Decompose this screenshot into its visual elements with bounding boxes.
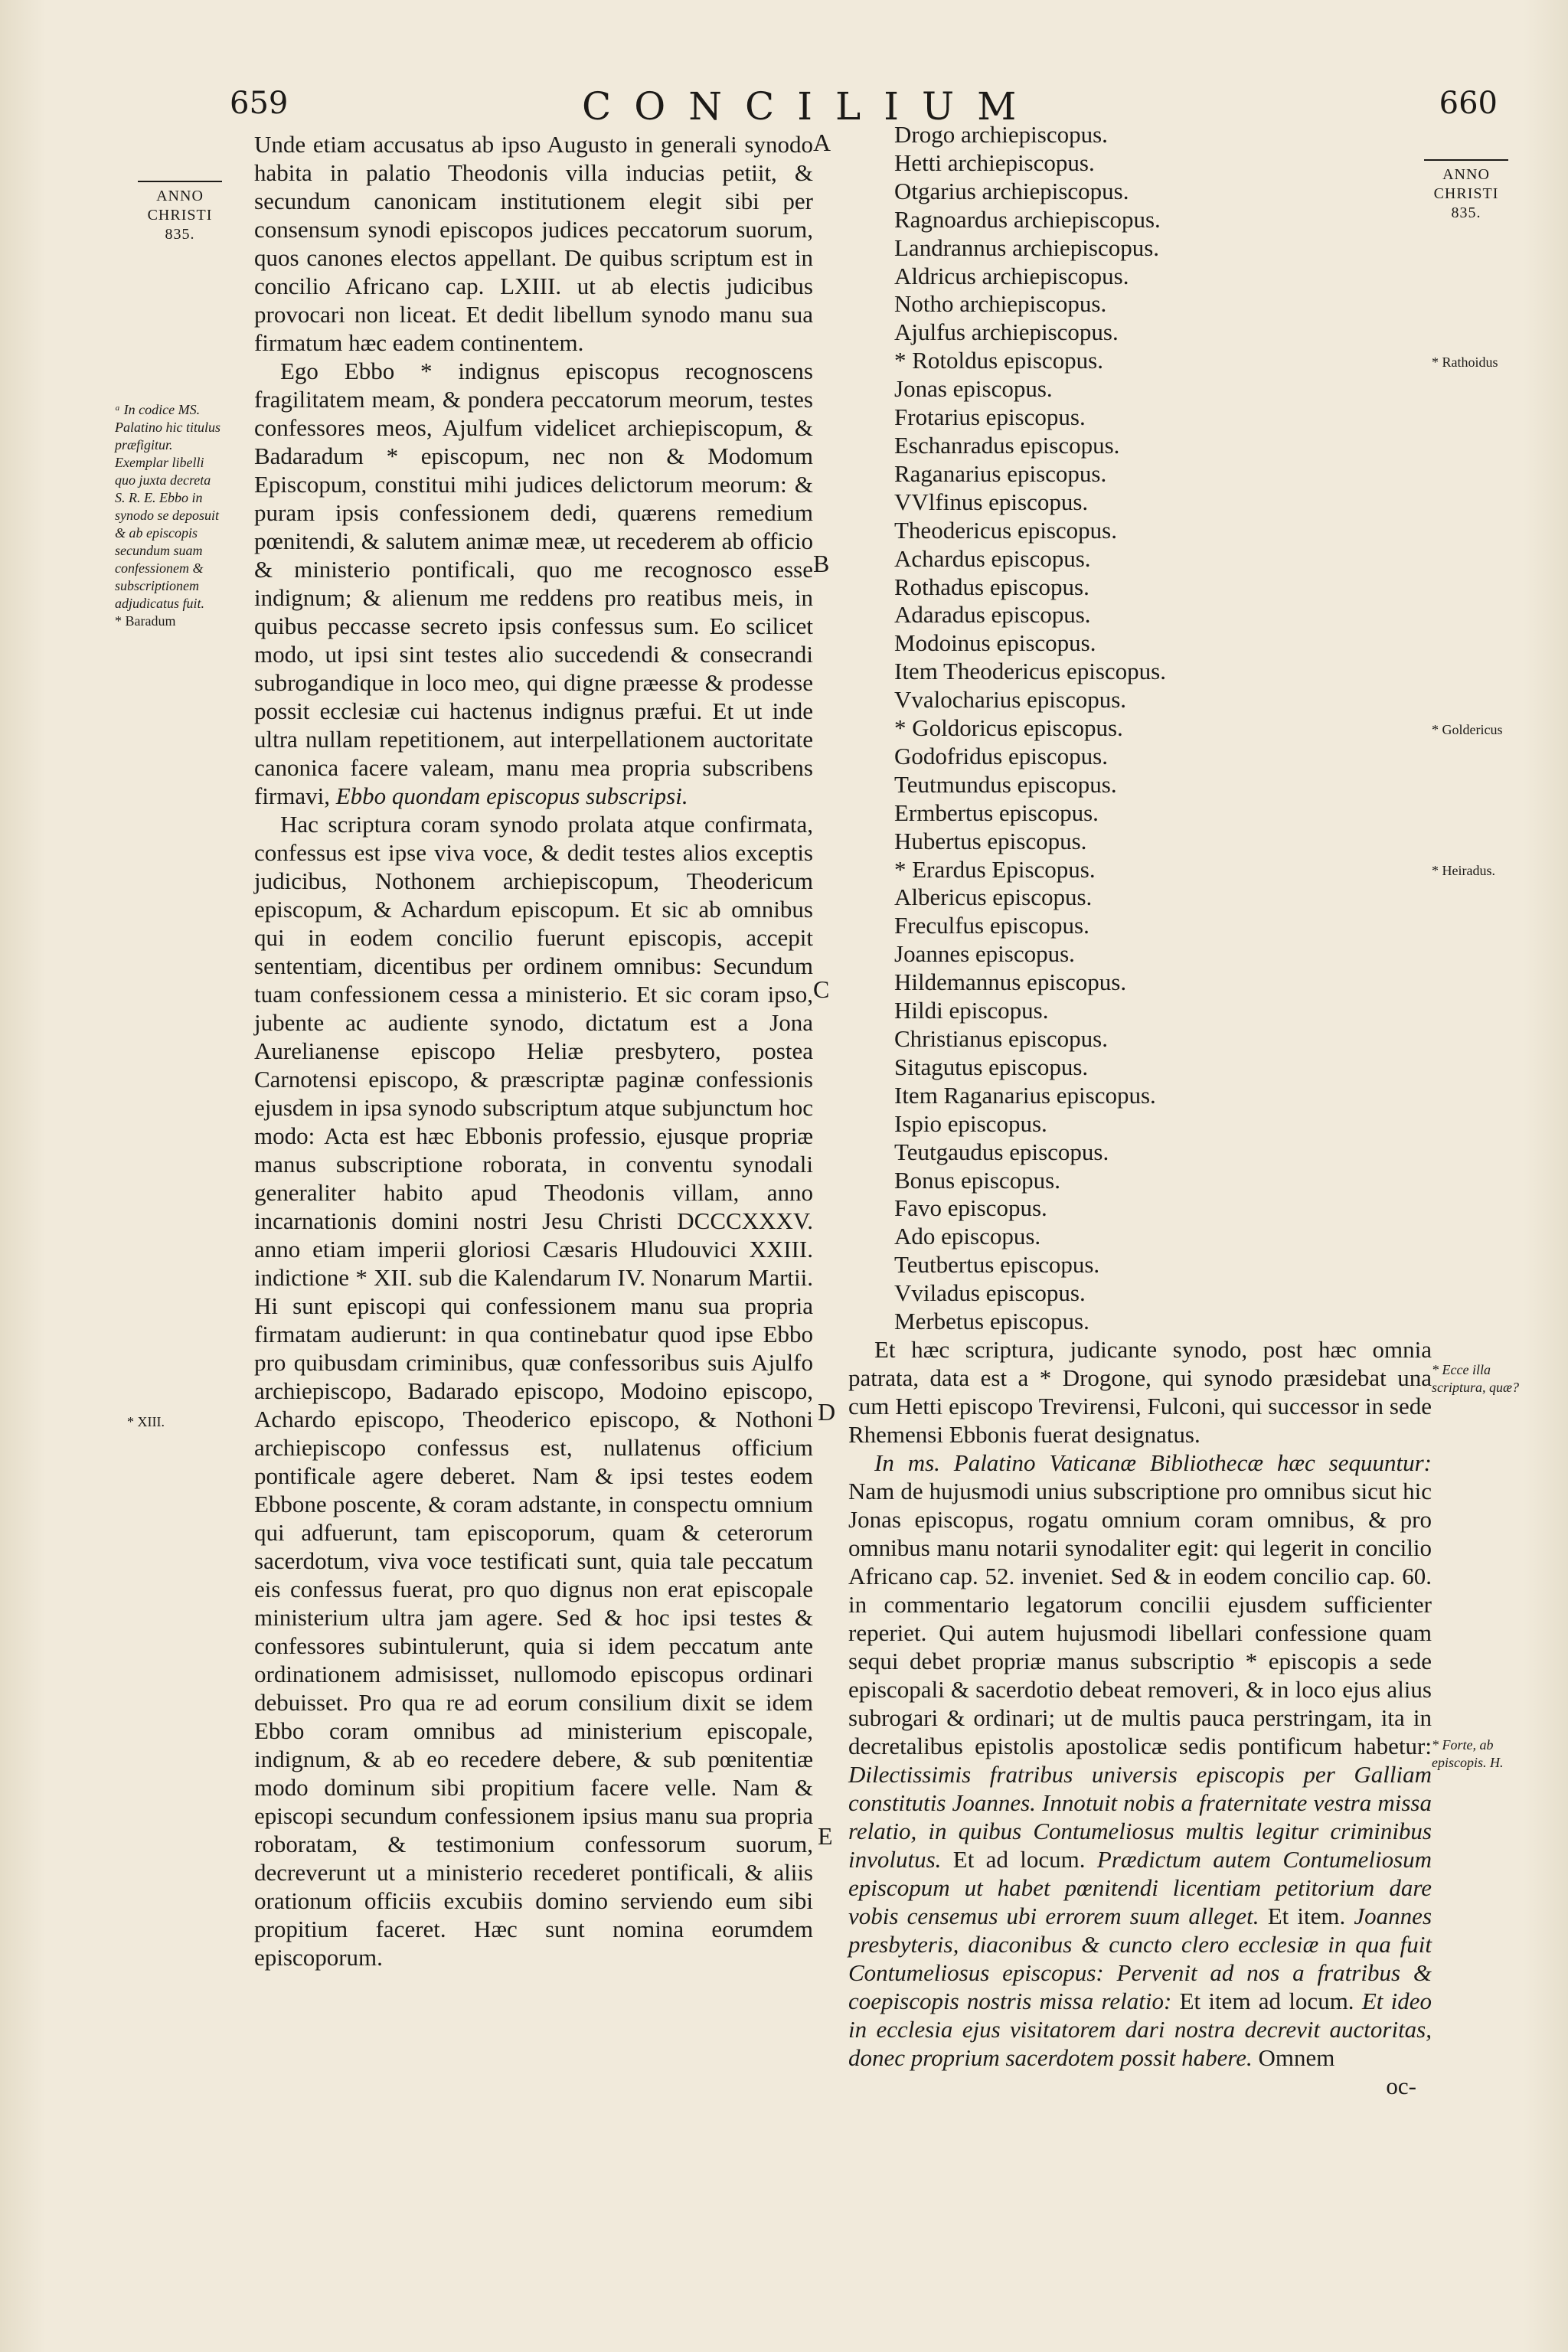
text-run: Nam de hujusmodi unius subscriptione pro omnibus sicut hic Jonas episcopus, rogatu omnium coram omnibus, & pro omnibus manu notarii synodaliter egit: qui legerit in concilio Africano cap. 52. inveniet. Sed & in eodem concilio cap. 60. in commentario legatorum concilii ejusdem sufficienter reperiet. Qui autem hujusmodi libellari confessione quam sequi debet propriæ manus subscriptio * episcopis a sede episcopali & sacerdotio debeat removeri, & in loco ejus alius subrogari & ordinari; ut de multis pauca perstringam, ita in decretalibus epistolis apostolicæ sedis pontificum habetur: [848,1478,1432,1759]
signatory-item: Hubertus episcopus. [894,827,1087,854]
text-run: Omnem [1258,2044,1335,2071]
section-letter-e: E [818,1822,833,1850]
christi-label: CHRISTI [147,207,213,224]
signatory-item: Drogo archiepiscopus. [894,121,1108,148]
text-run: Et ad locum. [952,1846,1086,1873]
signatory-item: Theodericus episcopus. [894,516,1117,544]
anno-label: ANNO [156,188,204,204]
quotation: Prædictum autem Contumeliosum episcopum ut habet pœnitendi licentiam petitorium dare vobis censemus ubi errorem suum alleget. [848,1846,1432,1929]
anno-label: ANNO [1442,166,1490,183]
signatory-item: Godofridus episcopus. [894,742,1108,769]
catchword: oc- [1386,2073,1416,2099]
paragraph: Et hæc scriptura, judicante synodo, post hæc omnia patrata, data est a * Drogone, qui synodo præsidebat una cum Hetti episcopo Trevirensi, Fulconi, qui successor in sede Rhemensi Ebbonis fuerat designatus. [848,1336,1432,1448]
signatory-item: Albericus episcopus. [894,884,1093,911]
signatory-item: Modoinus episcopus. [894,629,1096,657]
margin-note: * Heiradus. [1432,863,1495,878]
quotation: Joannes presbyteris, diaconibus & cuncto clero ecclesiæ in qua fuit Contumeliosus episcopus: Pervenit ad nos a fratribus & coepiscopis nostris missa relatio: [848,1903,1432,2014]
signatory-item: Bonus episcopus. [894,1166,1060,1194]
signatory-item: Merbetus episcopus. [894,1308,1089,1335]
left-column [254,130,813,1971]
margin-note: * Ecce illa scriptura, quæ? [1432,1362,1520,1395]
rule-divider [138,181,222,182]
signatory-item: Ajulfus archiepiscopus. [894,318,1119,346]
signatory-item: Achardus episcopus. [894,544,1091,572]
signatory-item: * Goldoricus episcopus. [894,714,1123,742]
signatory-item: Ragnoardus archiepiscopus. [894,205,1161,233]
signatory-item: Ispio episcopus. [894,1109,1047,1137]
right-column-text [848,1335,1432,2100]
signatory-item: Favo episcopus. [894,1194,1047,1222]
signatory-item: Item Theodericus episcopus. [894,658,1166,685]
text-run: Et item. [1267,1903,1346,1929]
quotation: Et ideo in ecclesia ejus visitatorem dari nostra decrevit auctoritas, donec proprium sacerdotem possit habere. [848,1988,1432,2071]
intro-note: In ms. Palatino Vaticanæ Bibliothecæ hæc sequuntur: [874,1449,1432,1476]
section-letter-a: A [813,129,831,156]
signatory-item: Jonas episcopus. [894,375,1053,403]
quotation: Dilectissimis fratribus universis episcopis per Galliam constitutis Joannes. Innotuit nobis a fraternitate vestra missa relatio, in quibus Contumeliosus multis legitur criminibus involutus. [848,1761,1432,1873]
signatory-item: Teutmundus episcopus. [894,770,1117,798]
christi-label: CHRISTI [1433,185,1499,202]
text-run: Et item ad locum. [1179,1988,1354,2014]
margin-notes-left [115,401,222,630]
paragraph [848,1449,1432,2072]
signatory-item: Ado episcopus. [894,1223,1041,1250]
page-number-right: 660 [1439,86,1498,121]
section-letter-d: D [818,1398,836,1426]
year-label: 835. [1451,204,1481,221]
margin-note: * XIII. [127,1414,165,1429]
signatory-item: Notho archiepiscopus. [894,290,1107,318]
signatory-item: Teutbertus episcopus. [894,1251,1100,1279]
signatory-item: * Rotoldus episcopus. [894,347,1103,374]
signatories-list [894,121,1262,1336]
signatory-item: Hetti archiepiscopus. [894,149,1095,176]
signatory-item: Frotarius episcopus. [894,403,1086,431]
signatory-item: Vvalocharius episcopus. [894,686,1127,714]
signatory-item: Item Raganarius episcopus. [894,1081,1156,1109]
signatory-item: Freculfus episcopus. [894,912,1089,939]
margin-note: * Forte, ab episcopis. H. [1432,1737,1504,1770]
signatory-item: Ermbertus episcopus. [894,799,1099,826]
anno-christi-right [1424,159,1508,223]
signatory-item: * Erardus Episcopus. [894,855,1096,883]
signatory-item: Hildemannus episcopus. [894,969,1127,996]
signatory-item: Aldricus archiepiscopus. [894,262,1129,289]
signatory-item: Hildi episcopus. [894,997,1049,1024]
signatory-item: Eschanradus episcopus. [894,431,1120,459]
signatory-item: Rothadus episcopus. [894,573,1089,600]
margin-note: * Rathoidus [1432,354,1498,370]
signatory-item: Otgarius archiepiscopus. [894,177,1129,204]
margin-note: ᵃ In codice MS. Palatino hic titulus præfigitur. Exemplar libelli quo juxta decreta S. R. E. Ebbo in synodo se deposuit & ab episcopis secundum suam confessionem & subscriptionem adjudicatus fuit. [115,402,220,611]
signatory-item: Sitagutus episcopus. [894,1053,1089,1080]
signatory-item: Raganarius episcopus. [894,459,1107,487]
margin-note: * Baradum [115,613,176,629]
paragraph: Hac scriptura coram synodo prolata atque confirmata, confessus est ipse viva voce, & dedit testes alios exceptis judicibus, Nothonem archiepiscopum, Theodericum episcopum, & Achardum episcopum. Et sic ab omnibus qui in eodem concilio fuerunt episcopis, accepit sententiam, dicentibus per ordinem omnibus: Secundum tuam confessionem cessa a ministerio. Et sic coram ipso, jubente ac audiente synodo, dictatum est a Jona Aurelianense episcopo Heliæ presbytero, postea Carnotensi episcopo, & præscriptæ paginæ confessionis ejusdem in ipsa synodo subscriptum atque subjunctum hoc modo: Acta est hæc Ebbonis professio, ejusque propriæ manus subscriptione roborata, in conventu synodali generaliter habito apud Theodonis villam, anno incarnationis domini nostri Jesu Christi DCCCXXXV. anno etiam imperii gloriosi Cæsaris Hludouvici XXIII. indictione * XII. sub die Kalendarum IV. Nonarum Martii. Hi sunt episcopi qui confessionem manu sua propria firmatam audierunt: in qua continebatur quod ipse Ebbo pro quibusdam criminibus, quæ confessoribus suis Ajulfo archiepiscopo, Badarado episcopo, Modoino episcopo, Achardo episcopo, Theoderico episcopo, & Nothoni archiepiscopo confessus est, nullatenus officium pontificale agere deberet. Nam & ipsi testes eodem Ebbone poscente, & coram adstante, in conspectu omnium qui adfuerunt, tam episcoporum, quam & ceterorum sacerdotum, viva voce testificati sunt, quia tale peccatum eis confessus fuerat, pro quo dignus non erat episcopale ministerium ultra jam agere. Sed & hoc ipsi testes & confessores subintulerunt, quia si idem peccatum ante ordinationem admisisset, nullomodo episcopus ordinari debuisset. Pro qua re ad eorum consilium dixit se idem Ebbo coram omnibus ad ministerium episcopale, indignum, & ab eo recedere debere, & sub pœnitentiæ modo dominum sibi propitium facere velle. Nam & episcopi secundum confessionem ipsius manu sua propria roboratam, & testimonium confessorum suorum, decreverunt ut a ministerio recederet pontificali, & aliis orationum officiis excubiis domino serviendo eum sibi propitium faceret. Hæc sunt nomina eorumdem episcoporum. [254,811,813,1971]
signatory-item: VVlfinus episcopus. [894,488,1089,515]
rule-divider [1424,159,1508,161]
paragraph [254,357,813,810]
section-letter-c: C [813,975,830,1003]
page-number-left: 659 [230,86,289,121]
signatory-item: Adaradus episcopus. [894,601,1091,629]
margin-note: * Goldericus [1432,722,1503,737]
year-label: 835. [165,226,195,243]
signatory-item: Teutgaudus episcopus. [894,1138,1109,1165]
signatory-item: Vviladus episcopus. [894,1279,1086,1307]
signature-line: Ebbo quondam episcopus subscripsi. [335,782,688,809]
anno-christi-left [138,181,222,244]
signatory-item: Landrannus archiepiscopus. [894,234,1160,261]
paragraph: Unde etiam accusatus ab ipso Augusto in generali synodo habita in palatio Theodonis villa inducias petiit, & secundum canonicam institutionem elegit sibi per consensum synodi episcopos judices peccatorum suorum, quos canones electos appellant. De quibus scriptum est in concilio Africano cap. LXIII. ut ab electis judicibus provocari non liceat. Et dedit libellum synodo manu sua firmatum hæc eadem continentem. [254,131,813,356]
section-letter-b: B [813,550,830,577]
signatory-item: Joannes episcopus. [894,940,1075,968]
running-title: CONCILIUM [582,84,1040,129]
ebbo-confession: Ego Ebbo * indignus episcopus recognoscens fragilitatem meam, & pondera peccatorum meorum, testes confessores meos, Ajulfum videlicet archiepiscopum, & Badaradum * episcopum, nec non & Modomum Episcopum, constitui mihi judices delictorum meorum: & puram ipsis confessionem dedi, quærens remedium pœnitendi, & salutem animæ meæ, ut recederem ab officio & ministerio pontificali, quo me recognosco esse indignum; & alienum me reddens pro reatibus meis, in quibus peccasse secreto ipsis confessus sum. Eo scilicet modo, ut ipsi sint testes alio succedendi & consecrandi subrogandique in loco meo, qui digne præesse & prodesse possit ecclesiæ cui hactenus indignus præfui. Et ut inde ultra nullam repetitionem, aut interpellationem auctoritate canonica facere valeam, manu mea propria subscribens firmavi, [254,358,813,809]
signatory-item: Christianus episcopus. [894,1025,1108,1052]
